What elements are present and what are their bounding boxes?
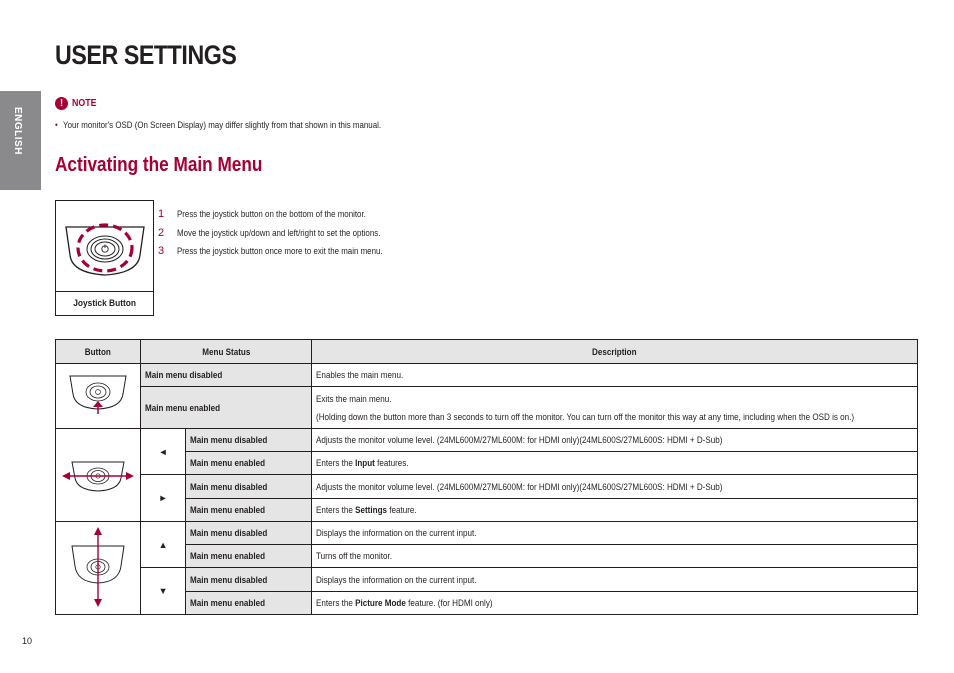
description-cell: Enables the main menu. [312,364,918,387]
joystick-functions-table [55,339,918,615]
description-cell: Enters the Settings feature. [312,499,918,522]
status-cell: Main menu disabled [186,568,312,592]
step-number: 2 [158,226,165,239]
joystick-press-illustration [62,215,148,285]
table-row [56,545,918,568]
step-text: Press the joystick button on the bottom of the monitor. [177,209,366,220]
step-number: 1 [158,208,165,221]
step-text: Press the joystick button once more to exit the main menu. [177,246,383,257]
note-label: NOTE [72,98,97,109]
table-row [56,499,918,522]
table-row [56,568,918,592]
step-item [158,205,411,224]
table-row [56,387,918,429]
page-title: USER SETTINGS [55,40,237,70]
description-cell: Enters the Picture Mode feature. (for HDMI only) [312,592,918,615]
note-text [55,120,381,130]
description-cell: Adjusts the monitor volume level. (24ML600M/27ML600M: for HDMI only)(24ML600S/27ML600S: HDMI + D-Sub) [312,475,918,499]
description-cell: Exits the main menu. (Holding down the button more than 3 seconds to turn off the monitor. You can turn off the monitor this way at any time, including when the OSD is on.) [312,387,918,429]
status-cell: Main menu disabled [186,522,312,545]
description-cell: Enters the Input features. [312,452,918,475]
step-item [158,242,411,261]
status-cell: Main menu disabled [186,429,312,452]
exclamation-icon: ! [55,97,68,110]
joystick-up-down-icon [56,522,141,615]
note-body: Your monitor's OSD (On Screen Display) may differ slightly from that shown in this manual. [63,120,382,130]
status-cell: Main menu enabled [186,499,312,522]
joystick-figure [55,200,154,316]
right-arrow-icon: ► [141,475,186,522]
status-cell: Main menu enabled [186,545,312,568]
header-menu-status: Menu Status [141,340,312,364]
table-header-row [56,340,918,364]
description-cell: Displays the information on the current input. [312,568,918,592]
step-list [158,205,411,261]
down-arrow-icon: ▼ [141,568,186,615]
table-row [56,475,918,499]
status-cell: Main menu enabled [186,592,312,615]
up-arrow-icon: ▲ [141,522,186,568]
side-tab-label: ENGLISH [12,107,23,155]
table-row [56,592,918,615]
description-cell: Displays the information on the current input. [312,522,918,545]
description-cell: Adjusts the monitor volume level. (24ML600M/27ML600M: for HDMI only)(24ML600S/27ML600S: HDMI + D-Sub) [312,429,918,452]
description-cell: Turns off the monitor. [312,545,918,568]
page-number: 10 [22,636,33,646]
table-row [56,452,918,475]
status-cell: Main menu disabled [141,364,312,387]
step-text: Move the joystick up/down and left/right to set the options. [177,227,381,238]
note-bullet: • [55,120,58,130]
header-button: Button [56,340,141,364]
table-row [56,364,918,387]
language-side-tab [0,91,41,190]
joystick-caption: Joystick Button [56,291,153,315]
step-item [158,224,411,243]
joystick-press-icon [56,364,141,429]
status-cell: Main menu disabled [186,475,312,499]
left-arrow-icon: ◄ [141,429,186,475]
status-cell: Main menu enabled [141,387,312,429]
section-title: Activating the Main Menu [55,154,263,176]
note-heading [55,97,100,110]
joystick-left-right-icon [56,429,141,522]
step-number: 3 [158,245,165,258]
table-row [56,429,918,452]
header-description: Description [312,340,918,364]
table-row [56,522,918,545]
status-cell: Main menu enabled [186,452,312,475]
